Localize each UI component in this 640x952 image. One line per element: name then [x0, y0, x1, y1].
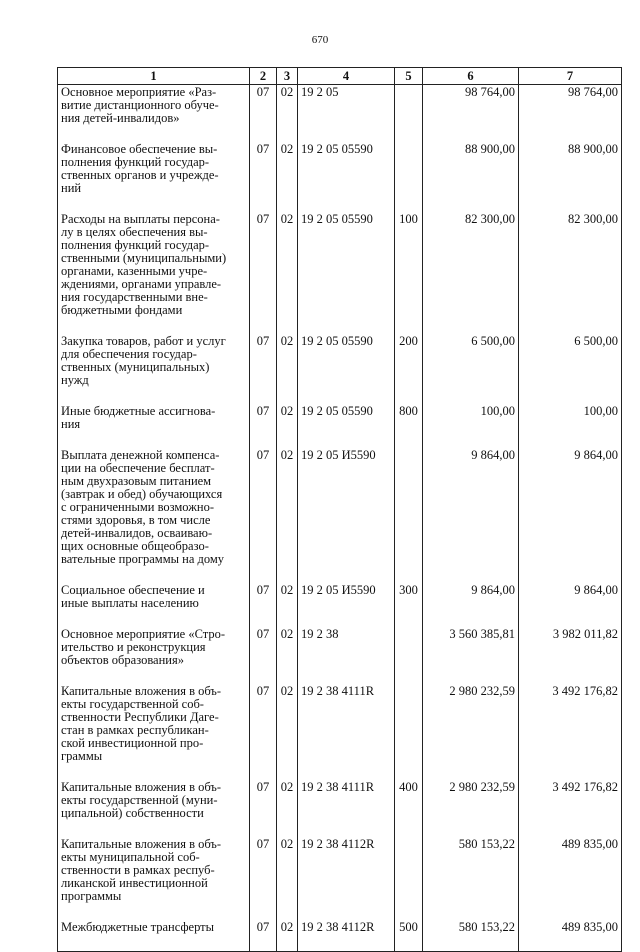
amount-column-7: 82 300,00: [519, 212, 622, 334]
section-code: 07: [250, 780, 277, 837]
row-name: Капитальные вложения в объ- екты государственной соб- ственности Республики Даге- стан в рамках республикан- ской инвестиционной про- граммы: [58, 684, 250, 780]
column-header-4: 4: [298, 68, 395, 85]
row-name: Иные бюджетные ассигнова- ния: [58, 404, 250, 448]
target-item-code: 19 2 05 05590: [298, 334, 395, 404]
target-item-code: 19 2 38 4112R: [298, 920, 395, 952]
target-item-code: 19 2 38: [298, 627, 395, 684]
subsection-code: 02: [277, 627, 298, 684]
subsection-code: 02: [277, 142, 298, 212]
subsection-code: 02: [277, 780, 298, 837]
section-code: 07: [250, 627, 277, 684]
target-item-code: 19 2 05 05590: [298, 212, 395, 334]
amount-column-6: 580 153,22: [423, 920, 519, 952]
subsection-code: 02: [277, 448, 298, 583]
row-name: Капитальные вложения в объ- екты муниципальной соб- ственности в рамках респуб- ликанской инвестиционной программы: [58, 837, 250, 920]
column-header-2: 2: [250, 68, 277, 85]
subsection-code: 02: [277, 920, 298, 952]
amount-column-7: 9 864,00: [519, 583, 622, 627]
amount-column-6: 2 980 232,59: [423, 684, 519, 780]
section-code: 07: [250, 334, 277, 404]
table-row: [58, 334, 622, 404]
row-name: Выплата денежной компенса- ции на обеспечение бесплат- ным двухразовым питанием (завтрак и обед) обучающихся с ограниченными возможно- стями здоровья, в том числе детей-инвалидов, осваиваю- щих основные общеобразо- вательные программы на дому: [58, 448, 250, 583]
subsection-code: 02: [277, 212, 298, 334]
section-code: 07: [250, 85, 277, 143]
amount-column-7: 3 492 176,82: [519, 780, 622, 837]
expense-type-code: [395, 142, 423, 212]
target-item-code: 19 2 38 4111R: [298, 684, 395, 780]
target-item-code: 19 2 05 05590: [298, 404, 395, 448]
page-number: 670: [311, 34, 329, 46]
amount-column-6: 3 560 385,81: [423, 627, 519, 684]
target-item-code: 19 2 05: [298, 85, 395, 143]
amount-column-6: 98 764,00: [423, 85, 519, 143]
row-name: Социальное обеспечение и иные выплаты населению: [58, 583, 250, 627]
table-row: [58, 85, 622, 143]
column-header-3: 3: [277, 68, 298, 85]
table-row: [58, 627, 622, 684]
expense-type-code: [395, 448, 423, 583]
subsection-code: 02: [277, 334, 298, 404]
column-header-6: 6: [423, 68, 519, 85]
amount-column-6: 2 980 232,59: [423, 780, 519, 837]
column-header-1: 1: [58, 68, 250, 85]
subsection-code: 02: [277, 684, 298, 780]
amount-column-7: 3 982 011,82: [519, 627, 622, 684]
amount-column-7: 489 835,00: [519, 837, 622, 920]
target-item-code: 19 2 38 4112R: [298, 837, 395, 920]
section-code: 07: [250, 142, 277, 212]
section-code: 07: [250, 448, 277, 583]
amount-column-7: 88 900,00: [519, 142, 622, 212]
amount-column-7: 6 500,00: [519, 334, 622, 404]
section-code: 07: [250, 404, 277, 448]
column-header-5: 5: [395, 68, 423, 85]
row-name: Капитальные вложения в объ- екты государственной (муни- ципальной) собственности: [58, 780, 250, 837]
table-body: [58, 85, 622, 952]
expense-type-code: 300: [395, 583, 423, 627]
expense-type-code: 200: [395, 334, 423, 404]
amount-column-6: 580 153,22: [423, 837, 519, 920]
expense-type-code: [395, 627, 423, 684]
section-code: 07: [250, 212, 277, 334]
target-item-code: 19 2 05 И5590: [298, 583, 395, 627]
table-row: [58, 920, 622, 952]
section-code: 07: [250, 583, 277, 627]
table-row: [58, 404, 622, 448]
expense-type-code: 800: [395, 404, 423, 448]
row-name: Основное мероприятие «Раз- витие дистанционного обуче- ния детей-инвалидов»: [58, 85, 250, 143]
expense-type-code: [395, 837, 423, 920]
amount-column-6: 6 500,00: [423, 334, 519, 404]
target-item-code: 19 2 05 05590: [298, 142, 395, 212]
row-name: Закупка товаров, работ и услуг для обеспечения государ- ственных (муниципальных) нужд: [58, 334, 250, 404]
target-item-code: 19 2 38 4111R: [298, 780, 395, 837]
expense-type-code: [395, 85, 423, 143]
expense-type-code: 400: [395, 780, 423, 837]
amount-column-7: 489 835,00: [519, 920, 622, 952]
column-header-7: 7: [519, 68, 622, 85]
expense-type-code: 100: [395, 212, 423, 334]
amount-column-7: 9 864,00: [519, 448, 622, 583]
amount-column-6: 82 300,00: [423, 212, 519, 334]
expense-type-code: [395, 684, 423, 780]
row-name: Основное мероприятие «Стро- ительство и реконструкция объектов образования»: [58, 627, 250, 684]
expense-type-code: 500: [395, 920, 423, 952]
section-code: 07: [250, 837, 277, 920]
table-row: [58, 142, 622, 212]
amount-column-6: 100,00: [423, 404, 519, 448]
table-row: [58, 780, 622, 837]
table-row: [58, 212, 622, 334]
subsection-code: 02: [277, 583, 298, 627]
row-name: Межбюджетные трансферты: [58, 920, 250, 952]
amount-column-7: 98 764,00: [519, 85, 622, 143]
subsection-code: 02: [277, 837, 298, 920]
subsection-code: 02: [277, 404, 298, 448]
row-name: Расходы на выплаты персона- лу в целях обеспечения вы- полнения функций государ- ственными (муниципальными) органами, казенными учре- ждениями, органами управле- ния государственными вне- бюджетными фондами: [58, 212, 250, 334]
subsection-code: 02: [277, 85, 298, 143]
amount-column-7: 3 492 176,82: [519, 684, 622, 780]
table-row: [58, 583, 622, 627]
section-code: 07: [250, 684, 277, 780]
table-row: [58, 684, 622, 780]
amount-column-6: 88 900,00: [423, 142, 519, 212]
target-item-code: 19 2 05 И5590: [298, 448, 395, 583]
budget-table: [57, 67, 622, 952]
table-row: [58, 448, 622, 583]
amount-column-6: 9 864,00: [423, 583, 519, 627]
amount-column-6: 9 864,00: [423, 448, 519, 583]
row-name: Финансовое обеспечение вы- полнения функций государ- ственных органов и учрежде- ний: [58, 142, 250, 212]
amount-column-7: 100,00: [519, 404, 622, 448]
section-code: 07: [250, 920, 277, 952]
header-row: [58, 68, 622, 85]
table-row: [58, 837, 622, 920]
